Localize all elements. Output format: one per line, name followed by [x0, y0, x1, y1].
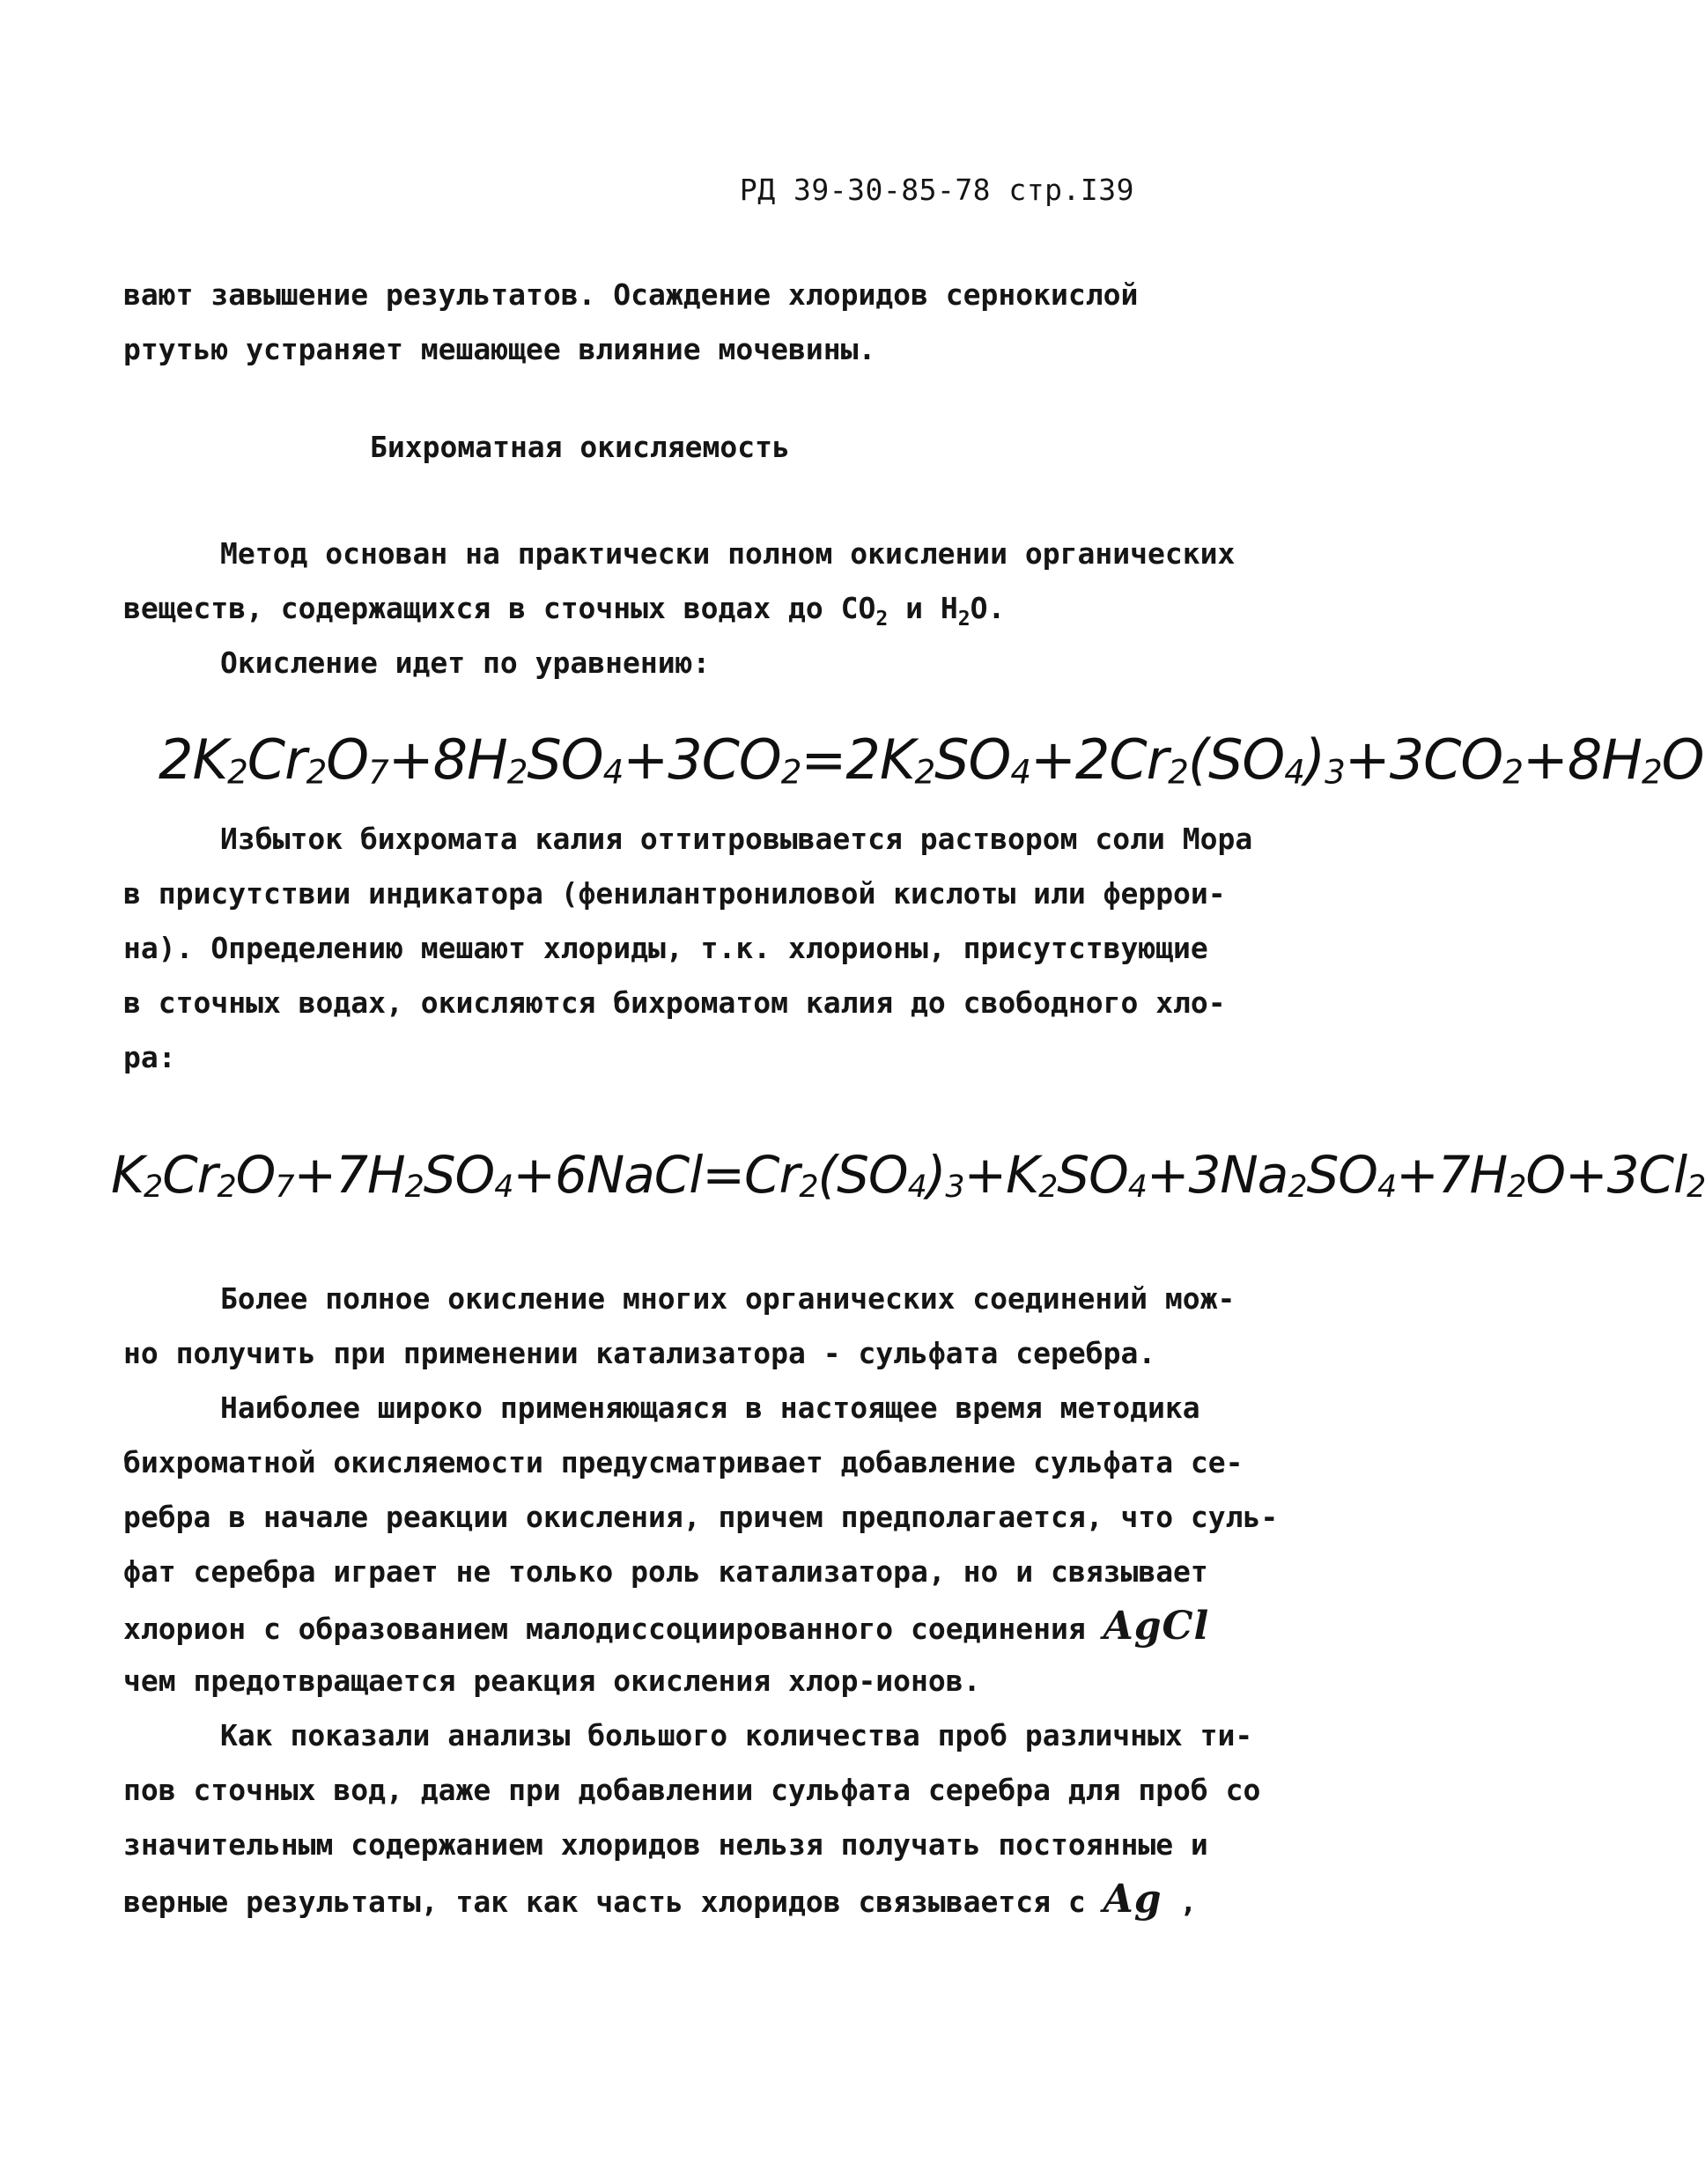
paragraph-method-description	[123, 1381, 1279, 1708]
paragraph-method	[123, 527, 1268, 690]
text-line: ра:	[123, 1040, 176, 1074]
formula-term: SO	[527, 727, 603, 792]
formula-subscript: 4	[494, 1169, 513, 1206]
formula-term: SO	[934, 727, 1011, 792]
formula-term: K	[111, 1145, 144, 1205]
text-line: Более полное окисление многих органических соединений мож-	[220, 1281, 1236, 1316]
text-line: Как показали анализы большого количества проб различных ти-	[220, 1718, 1253, 1752]
paragraph-continuation	[123, 268, 1268, 377]
text-line: но получить при применении катализатора - сульфата серебра.	[123, 1336, 1156, 1370]
formula-subscript: 2	[217, 1169, 236, 1206]
formula-term: (SO	[1187, 727, 1285, 792]
text-line: верные результаты, так как часть хлоридов связывается с Ag ,	[123, 1877, 1198, 1922]
formula-subscript: 2	[1507, 1169, 1526, 1206]
formula-subscript: 2	[1687, 1169, 1705, 1206]
formula-subscript: 2	[404, 1169, 424, 1206]
equation-dichromate-oxidation	[159, 727, 1703, 792]
formula-term: +8H	[388, 727, 507, 792]
formula-subscript: 4	[602, 752, 624, 792]
formula-subscript: 2	[914, 752, 935, 792]
formula-subscript: 2	[1288, 1169, 1307, 1206]
paragraph-excess-dichromate	[123, 812, 1268, 1085]
equation-chloride-oxidation	[111, 1145, 1705, 1205]
formula-term: +7H	[293, 1145, 405, 1205]
formula-term: SO	[1306, 1145, 1377, 1205]
text-line: Наиболее широко применяющаяся в настоящее время методика	[220, 1391, 1200, 1425]
formula-term: +K	[963, 1145, 1039, 1205]
formula-subscript: 7	[275, 1169, 294, 1206]
text-line: пов сточных вод, даже при добавлении сульфата серебра для проб со	[123, 1773, 1261, 1807]
formula-term: (SO	[817, 1145, 908, 1205]
formula-term: SO	[423, 1145, 495, 1205]
text-line: ртутью устраняет мешающее влияние мочевины.	[123, 332, 876, 366]
formula-term: )	[926, 1145, 946, 1205]
formula-term: +3Na	[1146, 1145, 1288, 1205]
formula-term: =2K	[801, 727, 915, 792]
formula-term: Cr	[247, 727, 306, 792]
text-line: фат серебра играет не только роль катализатора, но и связывает	[123, 1554, 1208, 1589]
formula-term: Cr	[162, 1145, 218, 1205]
handwritten-ag: Ag	[1103, 1877, 1162, 1922]
formula-subscript: 2	[799, 1169, 818, 1206]
text-line: хлорион с образованием малодиссоциированного соединения AgCl	[123, 1604, 1210, 1649]
text-line: в присутствии индикатора (фенилантрониловой кислоты или феррои-	[123, 876, 1226, 911]
formula-subscript: 4	[1377, 1169, 1397, 1206]
formula-subscript: 2	[1641, 752, 1662, 792]
formula-subscript: 3	[945, 1169, 964, 1206]
formula-subscript: 7	[368, 752, 388, 792]
formula-term: +3CO	[623, 727, 781, 792]
formula-subscript: 2	[227, 752, 247, 792]
text-line: на). Определению мешают хлориды, т.к. хлорионы, присутствующие	[123, 931, 1208, 965]
formula-term: O	[1661, 727, 1704, 792]
formula-subscript: 2	[1168, 752, 1188, 792]
formula-term: +7H	[1396, 1145, 1508, 1205]
handwritten-agcl: AgCl	[1103, 1604, 1210, 1649]
formula-subscript: 2	[144, 1169, 163, 1206]
formula-subscript: 2	[780, 752, 801, 792]
formula-term: O+3Cl	[1525, 1145, 1687, 1205]
text-line: Избыток бихромата калия оттитровывается раствором соли Мора	[220, 822, 1253, 856]
text-line: в сточных водах, окисляются бихроматом калия до свободного хло-	[123, 985, 1226, 1020]
formula-term: O	[235, 1145, 276, 1205]
formula-subscript: 2	[1502, 752, 1523, 792]
formula-subscript: 4	[1010, 752, 1030, 792]
formula-term: +2Cr	[1030, 727, 1169, 792]
formula-term: +8H	[1522, 727, 1642, 792]
formula-subscript: 4	[1284, 752, 1304, 792]
formula-term: )	[1303, 727, 1325, 792]
text-line: веществ, содержащихся в сточных водах до $CO_2$ и $H_2O$.	[123, 591, 1006, 631]
paragraph-analysis-results	[123, 1708, 1268, 1927]
text-line: бихроматной окисляемости предусматривает добавление сульфата се-	[123, 1445, 1244, 1479]
text-line: Метод основан на практически полном окислении органических	[220, 536, 1236, 571]
formula-term: O	[326, 727, 369, 792]
formula-term: 2K	[159, 727, 228, 792]
page-header: РД 39-30-85-78 стр.I39	[739, 173, 1134, 207]
formula-term: +6NaCl=Cr	[513, 1145, 800, 1205]
text-line: Окисление идет по уравнению:	[220, 646, 711, 680]
formula-subscript: 4	[907, 1169, 926, 1206]
paragraph-catalyst	[123, 1272, 1268, 1381]
text-line: ребра в начале реакции окисления, причем предполагается, что суль-	[123, 1500, 1279, 1534]
section-heading: Бихроматная окисляемость	[370, 430, 790, 464]
formula-term: +3CO	[1344, 727, 1503, 792]
formula-subscript: 3	[1325, 752, 1345, 792]
formula-subscript: 4	[1127, 1169, 1147, 1206]
formula-subscript: 2	[506, 752, 528, 792]
text-line: чем предотвращается реакция окисления хлор-ионов.	[123, 1664, 981, 1698]
formula-subscript: 2	[306, 752, 327, 792]
text-line: значительным содержанием хлоридов нельзя получать постоянные и	[123, 1827, 1208, 1862]
text-line: вают завышение результатов. Осаждение хлоридов сернокислой	[123, 277, 1139, 312]
formula-term: SO	[1057, 1145, 1128, 1205]
formula-subscript: 2	[1038, 1169, 1058, 1206]
